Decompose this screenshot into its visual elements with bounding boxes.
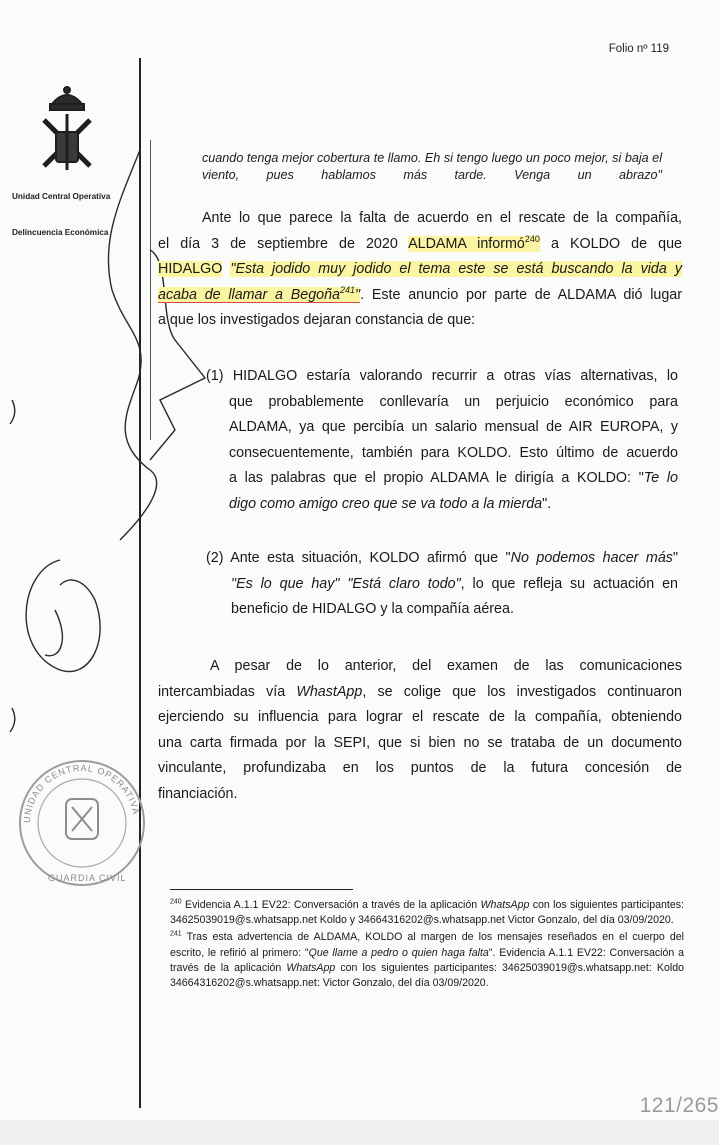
footnote-ref-240[interactable]: 240 <box>524 233 540 244</box>
unit-label-line2: Delincuencia Económica <box>12 228 109 237</box>
item2-line3: beneficio de HIDALGO y la compañía aérea. <box>231 601 514 617</box>
item1-line2: que probablemente conllevaría un perjuicio económico para <box>229 393 678 410</box>
para1-line1: Ante lo que parece la falta de acuerdo en el rescate de la compañía, <box>202 210 682 226</box>
para1-line4-tail: . Este anuncio por parte de ALDAMA dió lugar <box>360 286 682 303</box>
item1-number: (1) <box>206 368 224 384</box>
highlight-quote-line2: acaba de llamar a Begoña$^{241}$" <box>158 284 361 303</box>
footnote-241: $^{241}$ Tras esta advertencia de ALDAMA, KOLDO al margen de los mensajes reseñados en el cuerpo del escrito, le refirió al primero: "Que llame a pedro o quien haga falta". Evidencia A.1.1 EV22: Conversación a través de la aplicación WhatsApp con los siguientes participantes: 34625039019@s.whatsapp.net: Koldo 34664316202@s.whatsapp.net: Victor Gonzalo, del día 03/09/2020. <box>170 930 684 990</box>
footnote-240: $^{240}$ Evidencia A.1.1 EV22: Conversación a través de la aplicación WhatsApp con los siguientes participantes: 34625039019@s.whatsapp.net Koldo y 34664316202@s.whatsapp.net Victor Gonzalo, del día 03/09/2020. <box>170 898 684 927</box>
para1-date-text: el día 3 de septiembre de 2020 <box>158 235 398 252</box>
margin-line <box>139 58 141 1108</box>
guardia-civil-crest-icon <box>36 84 98 172</box>
list-item-2 <box>206 546 678 623</box>
para1-line4 <box>158 283 682 309</box>
item1-line6: digo como amigo creo que se va todo a la mierda". <box>229 495 552 512</box>
highlight-hidalgo: HIDALGO <box>158 261 223 277</box>
paragraph-influence <box>158 654 682 807</box>
para1-line2 <box>158 232 682 258</box>
item2-line2: "Es lo que hay" "Está claro todo", lo que refleja su actuación en <box>231 575 678 592</box>
item1-line1: (1) HIDALGO estaría valorando recurrir a otras vías alternativas, lo <box>206 368 678 384</box>
item1-line4: consecuentemente, también para KOLDO. Esto último de acuerdo <box>229 444 678 461</box>
para2-line6: financiación. <box>158 785 238 802</box>
para2-line5: vinculante, profundizaba en los puntos de la futura concesión de <box>158 760 682 776</box>
para2-line2: intercambiadas vía WhastApp, se colige que los investigados continuaron <box>158 683 682 700</box>
footnote-ref-241[interactable]: 241 <box>340 284 356 295</box>
page-counter: 121/265 <box>639 1094 719 1117</box>
quote-continuation: cuando tenga mejor cobertura te llamo. Eh si tengo luego un poco mejor, si baja el viento, pues hablamos más tarde. Venga un abrazo" <box>202 151 662 182</box>
item2-number: (2) <box>206 550 224 566</box>
highlight-quote-line1: "Esta jodido muy jodido el tema este se está buscando la vida y <box>230 261 682 277</box>
stamp-ring-text: UNIDAD CENTRAL OPERATIVA <box>21 762 142 824</box>
margin-scribble-line <box>150 140 151 440</box>
para2-line4: una carta firmada por la SEPI, que si bien no se trataba de un documento <box>158 734 682 751</box>
highlight-aldama: ALDAMA informó$^{240}$ <box>408 233 540 252</box>
para1-line5: a que los investigados dejaran constancia de que: <box>158 312 476 328</box>
para1-line3 <box>158 257 682 283</box>
item1-line3: ALDAMA, ya que percibía un salario mensual de AIR EUROPA, y <box>229 419 678 435</box>
official-stamp <box>8 755 156 890</box>
item1-line5: a las palabras que el propio ALDAMA le dirigía a KOLDO: "Te lo <box>229 470 678 486</box>
list-item-1 <box>206 364 678 517</box>
para1-line2-tail: a KOLDO de que <box>550 235 682 252</box>
viewer-bottom-bar <box>0 1120 719 1145</box>
para2-line3: ejerciendo su influencia para lograr el rescate de la compañía, obteniendo <box>158 709 682 725</box>
footnote-separator <box>170 889 353 890</box>
footnotes <box>170 898 684 993</box>
folio-number: Folio nº 119 <box>608 43 669 55</box>
para2-line1: A pesar de lo anterior, del examen de las comunicaciones <box>210 658 682 674</box>
unit-label-line1: Unidad Central Operativa <box>12 192 111 201</box>
paragraph-rescue <box>158 206 682 334</box>
item2-line1: (2) Ante esta situación, KOLDO afirmó que "No podemos hacer más" <box>206 550 679 566</box>
stamp-bottom-text: GUARDIA CIVIL <box>48 873 127 883</box>
